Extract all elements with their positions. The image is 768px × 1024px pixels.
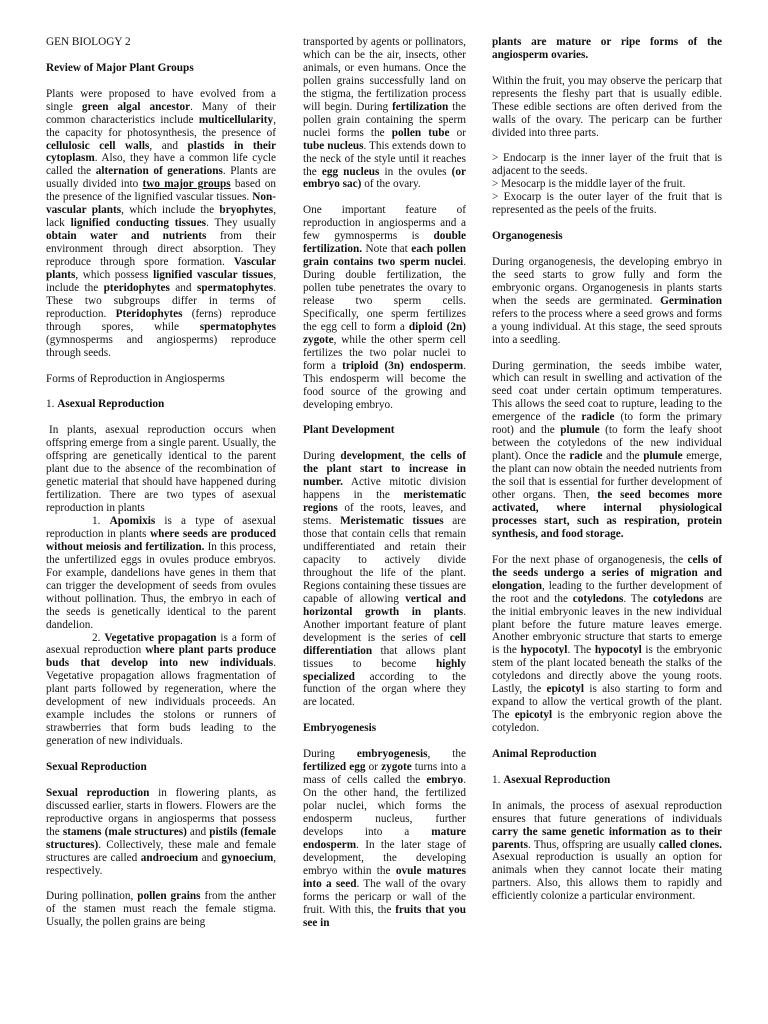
bold-term: development — [340, 450, 402, 463]
bold-term: stamens (male structures) — [62, 825, 187, 838]
text-run: For the next phase of organogenesis, the — [492, 553, 688, 566]
bold-term: lignified conducting tissues — [70, 217, 207, 230]
bold-term: pteridophytes — [103, 281, 170, 294]
text-run: 1. — [92, 514, 110, 527]
document-title: GEN BIOLOGY 2 — [46, 36, 131, 48]
bold-term: Asexual Reproduction — [503, 773, 611, 786]
text-column-right — [492, 36, 722, 916]
text-run: in the ovules — [379, 165, 452, 178]
text-run: , leading to the further development of the root and the — [492, 579, 722, 605]
text-run: During — [303, 450, 341, 463]
text-column-left — [46, 36, 276, 942]
section-heading: Review of Major Plant Groups — [46, 61, 194, 74]
text-run: turns into a mass of cells called the — [303, 761, 467, 787]
text-run: Within the fruit, you may observe the pericarp that represents the fleshy part that is usually edible. These edible sections are often derived from the walls of the ovary. The pericarp can be further divided into three parts. — [492, 74, 722, 139]
text-run: . The — [567, 644, 595, 657]
text-run: During — [303, 748, 357, 761]
text-run: and — [186, 825, 210, 838]
text-run: that allows plant tissues to become — [303, 644, 466, 670]
bold-term: the cells of the plant start to increase in number. — [303, 450, 467, 489]
text-run: . Also, they have a common life cycle called the — [46, 152, 276, 178]
bold-term: cell differentiation — [303, 631, 466, 657]
text-run: , include the — [46, 269, 276, 294]
bold-term: Meristematic tissues — [340, 515, 444, 528]
bold-term: pollen grains — [137, 890, 201, 903]
bold-term: obtain water and nutrients — [46, 230, 207, 243]
bold-term: alternation of generations — [95, 165, 223, 178]
text-run: 1. — [492, 773, 504, 786]
text-run: In plants, asexual reproduction occurs when offspring emerge from a single parent. Usually, the offspring are genetically identical to the parent plant due to the absence of the recombination of genetic material that should have happened during fertilization. There are two types of asexual reproduction in plants — [46, 424, 276, 514]
bold-term: called clones. — [658, 838, 722, 851]
text-run: . Plants are usually divided into — [46, 165, 276, 191]
bold-term: fertilization — [392, 100, 449, 113]
text-run: . Collectively, these male and female structures are called — [46, 838, 276, 864]
bold-term: Pteridophytes — [115, 307, 183, 320]
text-run: , the — [427, 748, 466, 761]
paragraph — [492, 75, 722, 140]
text-run: Asexual reproduction is usually an option for animals when they cannot locate their mating partners. Also, this allows them to rapidly and efficiently colonize a particular environment. — [492, 851, 722, 903]
text-run: the pollen grain containing the sperm nuclei forms the — [303, 100, 466, 139]
text-run: , the capacity for photosynthesis, the presence of — [46, 113, 276, 139]
section-heading: Embryogenesis — [303, 722, 377, 735]
bold-term: embryo — [426, 774, 464, 787]
bold-term: plants are mature or ripe forms of the angiosperm ovaries. — [492, 36, 722, 61]
bold-term: zygote — [381, 761, 412, 774]
paragraph — [46, 424, 276, 515]
bold-term: the seed becomes more activated, where internal physiological processes start, such as respiration, protein synthesis, and food storage. — [492, 489, 722, 540]
text-run: or — [449, 126, 467, 139]
bold-term: Non-vascular plants — [46, 191, 276, 217]
bold-term: pollen tube — [391, 126, 450, 139]
text-run: . On the other hand, the fertilized polar nuclei, which forms the endosperm nucleus, further develops into a — [303, 774, 466, 838]
bold-term: radicle — [569, 450, 603, 463]
text-run: is a form of asexual reproduction — [46, 631, 276, 657]
bold-term: triploid (3n) endosperm — [342, 359, 464, 372]
text-run: . Vegetative propagation allows fragmentation of plant parts followed by regeneration, where the development of new individuals proceeds. An example includes the stolons or runners of strawberries that form buds leading to the generation of new individuals. — [46, 657, 276, 748]
bold-term: bryophytes — [219, 204, 274, 217]
text-run: Note that — [362, 243, 412, 256]
text-run: (to form the leafy shoot between the cotyledons of the new individual plant). Once the — [492, 424, 722, 463]
text-run: based on the presence of the lignified vascular tissues. — [46, 178, 276, 204]
paragraph — [46, 787, 276, 878]
text-run: is a type of asexual reproduction in plants — [46, 514, 276, 540]
bold-term: spermatophytes — [199, 320, 276, 333]
text-run: 2. — [92, 631, 105, 644]
text-run: In this process, the unfertilized eggs in ovules produce embryos. For example, dandelions have genes in them that can trigger the development of seeds from ovules without pollination. Thus, the embryo in each of the seeds is genetically identical to the parent dandelion. — [46, 540, 276, 631]
bold-term: epicotyl — [546, 683, 585, 696]
text-column-middle — [303, 36, 466, 942]
text-run: and — [198, 851, 222, 864]
bold-term: meristematic regions — [303, 489, 466, 515]
bold-term: embryogenesis — [356, 748, 428, 761]
paragraph — [46, 632, 276, 749]
bold-term: double fertilization. — [303, 230, 466, 256]
text-run: from the anther of the stamen must reach the female stigma. Usually, the pollen grains are being — [46, 890, 276, 929]
text-run: During organogenesis, the developing embryo in the seed starts to grow fully and form the embryonic organs. Organogenesis in plants starts when the seeds are germinated. — [492, 255, 722, 307]
bold-term: vertical and horizontal growth in plants — [303, 592, 466, 618]
text-run: . They usually — [206, 217, 276, 230]
text-run: . Another important feature of plant development is the series of — [303, 605, 466, 644]
bold-term: gynoecium — [221, 851, 274, 864]
bold-term: Sexual reproduction — [46, 786, 150, 799]
text-run: is the embryonic stem of the plant located beneath the stalks of the cotyledons and directly above the young roots. Lastly, the — [492, 644, 723, 696]
bold-term: epicotyl — [514, 709, 553, 722]
text-run: emerge, the plant can now obtain the needed nutrients from the soil that is essential for further development of other organs. Then, — [492, 450, 722, 502]
text-run: . The wall of the ovary forms the pericarp or wall of the fruit. With this, the — [303, 877, 466, 916]
text-run: . This extends down to the neck of the style until it reaches the — [303, 139, 466, 178]
text-run: and the — [602, 450, 644, 463]
text-run: are the initial embryonic leaves in the new individual plant before the future mature leaves emerge. Another embryonic structure that starts to emerge is the — [492, 592, 723, 657]
text-run: or — [365, 761, 382, 774]
text-run: (gymnosperms and angiosperms) reproduce through seeds. — [46, 333, 276, 359]
text-run: and — [169, 281, 197, 294]
text-run: , while the other sperm cell fertilizes the two polar nuclei to form a — [303, 333, 466, 372]
paragraph: Forms of Reproduction in Angiosperms — [46, 372, 225, 385]
bold-term: hypocotyl — [520, 644, 568, 657]
text-run: from their environment through direct absorption. They reproduce through spore formation. — [46, 230, 277, 269]
section-heading: Sexual Reproduction — [46, 761, 147, 773]
paragraph — [303, 204, 466, 411]
text-run: according to the function of the organ where they are located. — [303, 670, 466, 709]
bold-term: multicellularity — [198, 113, 274, 126]
text-run: Active mitotic division happens in the — [303, 476, 466, 502]
text-run: , which include the — [121, 204, 220, 217]
bold-term: where seeds are produced without meiosis and fertilization. — [46, 527, 277, 553]
bold-term: androecium — [140, 851, 199, 864]
text-run: . In the later stage of development, the developing embryo within the — [303, 838, 466, 877]
bold-term: where plant parts produce buds that develop into new individuals — [46, 644, 276, 670]
bold-term: Vascular plants — [46, 256, 276, 282]
text-run: . Thus, offspring are usually — [528, 838, 659, 851]
text-run: One important feature of reproduction in angiosperms and a few gymnosperms is — [303, 204, 466, 243]
bold-term: fruits that you see in — [303, 903, 466, 929]
text-run: of the roots, leaves, and stems. — [303, 502, 466, 528]
bold-term: Germination — [660, 294, 722, 307]
paragraph — [492, 800, 722, 904]
text-run: refers to the process where a seed grows and forms a young individual. At this stage, the seed sprouts into a seedling. — [492, 307, 722, 346]
text-run: , — [401, 450, 410, 463]
text-run: of the ovary. — [361, 178, 421, 191]
bold-term: tube nucleus — [303, 139, 364, 152]
bold-term: cotyledons — [652, 592, 704, 605]
paragraph — [46, 515, 276, 632]
bold-term: cotyledons — [572, 592, 624, 605]
text-run: . The — [623, 592, 653, 605]
text-run: , which possess — [75, 269, 154, 282]
section-heading: Animal Reproduction — [492, 747, 597, 760]
text-run: . During double fertilization, the pollen tube penetrates the ovary to release two sperm cells. Specifically, one sperm fertilizes the egg cell to form a — [303, 256, 466, 333]
paragraph — [303, 36, 466, 191]
bold-term: highly specialized — [303, 657, 466, 683]
bold-term: Apomixis — [109, 514, 156, 527]
bold-term: spermatophytes — [196, 281, 274, 294]
text-run: Plants were proposed to have evolved from a single — [46, 87, 276, 113]
text-run: 1. — [46, 398, 58, 411]
paragraph — [46, 890, 276, 929]
paragraph — [303, 450, 466, 709]
text-run: is the embryonic region above the cotyledon. — [492, 709, 723, 735]
text-run: transported by agents or pollinators, which can be the air, insects, other animals, or even humans. Once the pollen grains successfully land on the stigma, the fertilization process will begin. During — [303, 36, 466, 113]
paragraph — [492, 256, 722, 347]
paragraph — [46, 88, 276, 360]
bold-term: diploid (2n) zygote — [303, 320, 466, 346]
text-run: > Mesocarp is the middle layer of the fruit. — [492, 178, 686, 191]
paragraph — [303, 748, 466, 929]
section-heading: Organogenesis — [492, 230, 563, 243]
paragraph — [492, 360, 722, 541]
bold-term: Asexual Reproduction — [57, 398, 165, 411]
text-run: are those that contain cells that remain undifferentiated and retain their capacity to actively divide throughout the life of the plant. Regions containing these tissues are capable of allowing — [303, 515, 467, 605]
bold-term: carry the same genetic information as to their parents — [492, 825, 722, 851]
bold-term: Vegetative propagation — [104, 631, 217, 644]
bold-term: each pollen grain contains two sperm nuclei — [303, 243, 466, 269]
paragraph — [492, 554, 722, 735]
bold-term: cellulosic cell walls — [46, 139, 150, 152]
paragraph — [46, 398, 276, 411]
text-run: (ferns) reproduce through spores, while — [46, 307, 276, 333]
bold-term: two major groups — [142, 178, 231, 191]
bold-term: pistils (female structures) — [46, 825, 277, 851]
bold-term: egg nucleus — [321, 165, 380, 178]
text-run: , respectively. — [46, 851, 276, 877]
text-run: > Exocarp is the outer layer of the fruit that is represented as the peels of the fruits. — [492, 191, 722, 217]
paragraph — [492, 36, 722, 62]
bold-term: ovule matures into a seed — [303, 864, 466, 890]
bold-term: hypocotyl — [594, 644, 642, 657]
text-run: in flowering plants, as discussed earlier, starts in flowers. Flowers are the reproductive organs in angiosperms that possess the — [46, 786, 276, 838]
section-heading: Plant Development — [303, 424, 395, 437]
text-run: is also starting to form and expand to allow the vertical growth of the plant. The — [492, 683, 722, 722]
text-run: . Many of their common characteristics include — [46, 100, 277, 126]
bold-term: cells of the seeds undergo a series of migration and elongation — [492, 553, 722, 592]
bold-term: fertilized egg — [303, 761, 366, 774]
bold-term: radicle — [581, 411, 615, 424]
bold-term: plastids in their cytoplasm — [46, 139, 276, 165]
text-run: During pollination, — [46, 890, 138, 903]
bold-term: plumule — [560, 424, 600, 437]
bold-term: plumule — [643, 450, 683, 463]
bold-term: (or embryo sac) — [303, 165, 466, 191]
text-run: > Endocarp is the inner layer of the fruit that is adjacent to the seeds. — [492, 152, 722, 178]
text-run: . These two subgroups differ in terms of reproduction. — [46, 281, 276, 320]
text-run: During germination, the seeds imbibe water, which can result in swelling and activation of the seed coat under certain optimum temperatures. This allows the seed coat to rupture, leading to the emergence of the — [492, 359, 722, 424]
text-run: In animals, the process of asexual reproduction ensures that future generations of individuals — [492, 799, 722, 825]
bold-term: mature endosperm — [303, 825, 466, 851]
paragraph — [492, 774, 722, 787]
text-run: , and — [149, 139, 188, 152]
text-run: . This endosperm will become the food source of the growing and developing embryo. — [303, 359, 466, 411]
text-run: (to form the primary root) and the — [492, 411, 722, 437]
text-run: , lack — [46, 204, 276, 230]
bold-term: green algal ancestor — [81, 100, 191, 113]
bold-term: lignified vascular tissues — [153, 269, 274, 282]
paragraph — [492, 152, 722, 217]
